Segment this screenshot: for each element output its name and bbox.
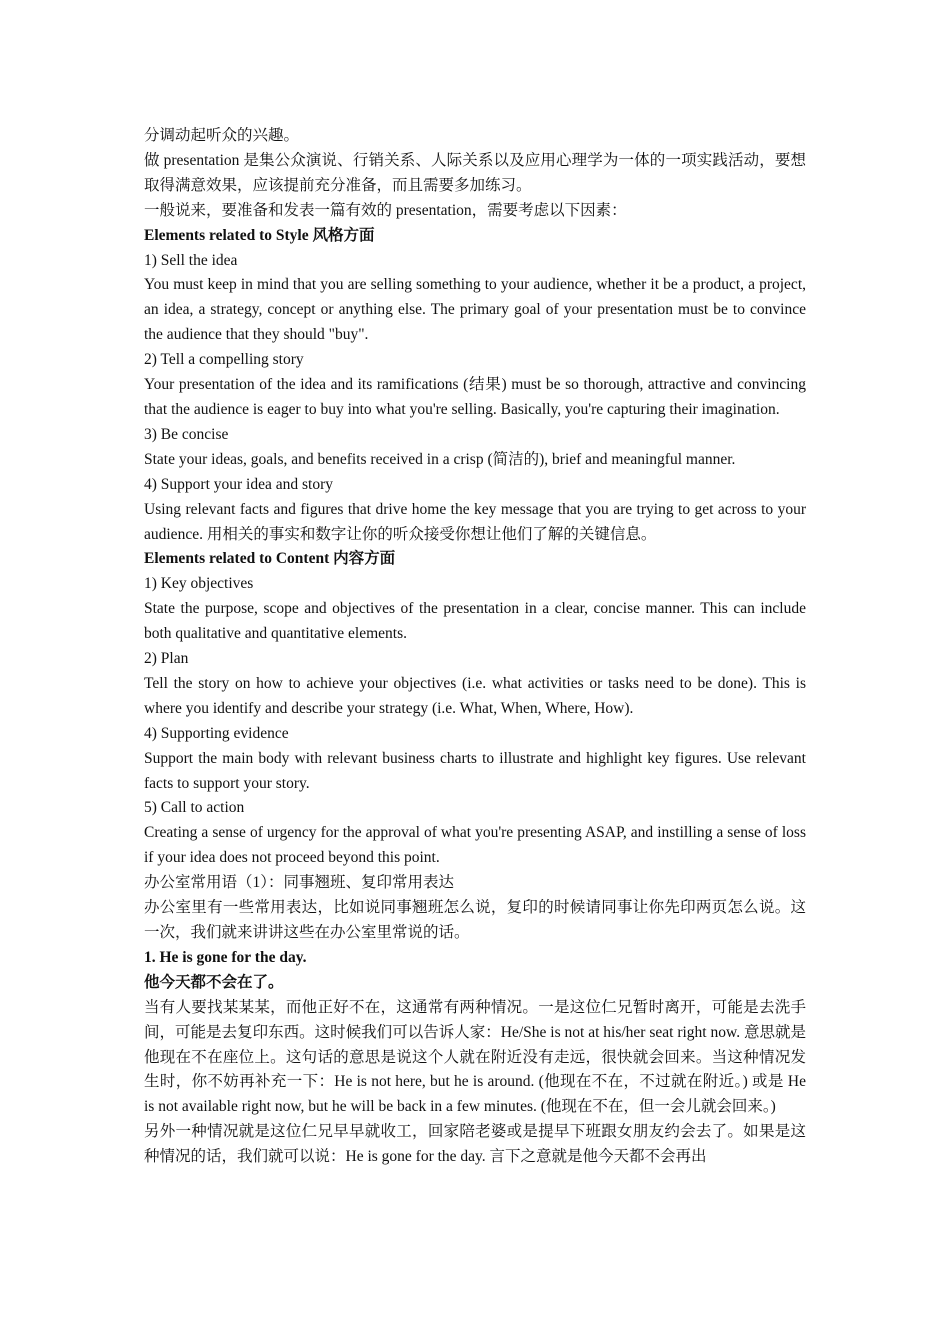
phrase-heading: 1. He is gone for the day. [144, 948, 307, 966]
phrase-translation: 他今天都不会在了。 [144, 973, 284, 991]
item-body: Tell the story on how to achieve your objectives (i.e. what activities or tasks need to be done). This is where you identify and describe your strategy (i.e. What, When, Where, How). [144, 674, 806, 717]
item-body: Support the main body with relevant business charts to illustrate and highlight key figures. Use relevant facts to support your story. [144, 749, 806, 792]
intro-paragraph: 做 presentation 是集公众演说、行销关系、人际关系以及应用心理学为一体的一项实践活动，要想取得满意效果，应该提前充分准备，而且需要多加练习。 [144, 151, 806, 194]
item-heading: 1) Sell the idea [144, 251, 238, 269]
item-body: Your presentation of the idea and its ramifications (结果) must be so thorough, attractive and convincing that the audience is eager to buy into what you're selling. Basically, you're capturing their imagination. [144, 376, 806, 418]
item-heading: 2) Tell a compelling story [144, 351, 304, 369]
style-heading: Elements related to Style 风格方面 [144, 226, 375, 244]
office-section-title: 办公室常用语（1）：同事翘班、复印常用表达 [144, 874, 455, 892]
intro-line: 分调动起听众的兴趣。 [144, 127, 300, 144]
item-heading: 4) Support your idea and story [144, 475, 333, 493]
phrase-explanation-continued: 另外一种情况就是这位仁兄早早就收工，回家陪老婆或是提早下班跟女朋友约会去了。如果是这种情况的话，我们就可以说：He is gone for the day. 言下之意就是他今天都不会再出 [144, 1123, 806, 1166]
item-body: You must keep in mind that you are selling something to your audience, whether it be a product, a project, an idea, a strategy, concept or anything else. The primary goal of your presentation must be to convince the audience that they should "buy". [144, 276, 806, 344]
item-body: Creating a sense of urgency for the approval of what you're presenting ASAP, and instilling a sense of loss if your idea does not proceed beyond this point. [144, 824, 806, 867]
phrase-explanation: 当有人要找某某某，而他正好不在，这通常有两种情况。一是这位仁兄暂时离开，可能是去洗手间，可能是去复印东西。这时候我们可以告诉人家：He/She is not at his/her seat right now. 意思就是他现在不在座位上。这句话的意思是说这个人就在附近没有走远，很快就会回来。当这种情况发生时，你不妨再补充一下：He is not here, but he is around. (他现在不在，不过就在附近。) 或是 He is not available right now, but he will be back in a few minutes. (他现在不在，但一会儿就会回来。) [144, 998, 806, 1116]
item-heading: 3) Be concise [144, 425, 229, 443]
item-heading: 1) Key objectives [144, 575, 254, 593]
intro-factors: 一般说来，要准备和发表一篇有效的 presentation，需要考虑以下因素： [144, 201, 627, 219]
item-body: State your ideas, goals, and benefits received in a crisp (简洁的), brief and meaningful manner. [144, 450, 736, 468]
item-heading: 2) Plan [144, 650, 189, 668]
item-heading: 5) Call to action [144, 799, 245, 817]
item-heading: 4) Supporting evidence [144, 724, 289, 742]
office-intro: 办公室里有一些常用表达，比如说同事翘班怎么说，复印的时候请同事让你先印两页怎么说。这一次，我们就来讲讲这些在办公室里常说的话。 [144, 899, 806, 941]
item-body: Using relevant facts and figures that drive home the key message that you are trying to get across to your audience. 用相关的事实和数字让你的听众接受你想让他们了解的关键信息。 [144, 500, 806, 543]
document-page [144, 124, 806, 1170]
item-body: State the purpose, scope and objectives of the presentation in a clear, concise manner. This can include both qualitative and quantitative elements. [144, 600, 806, 643]
content-heading: Elements related to Content 内容方面 [144, 550, 396, 568]
